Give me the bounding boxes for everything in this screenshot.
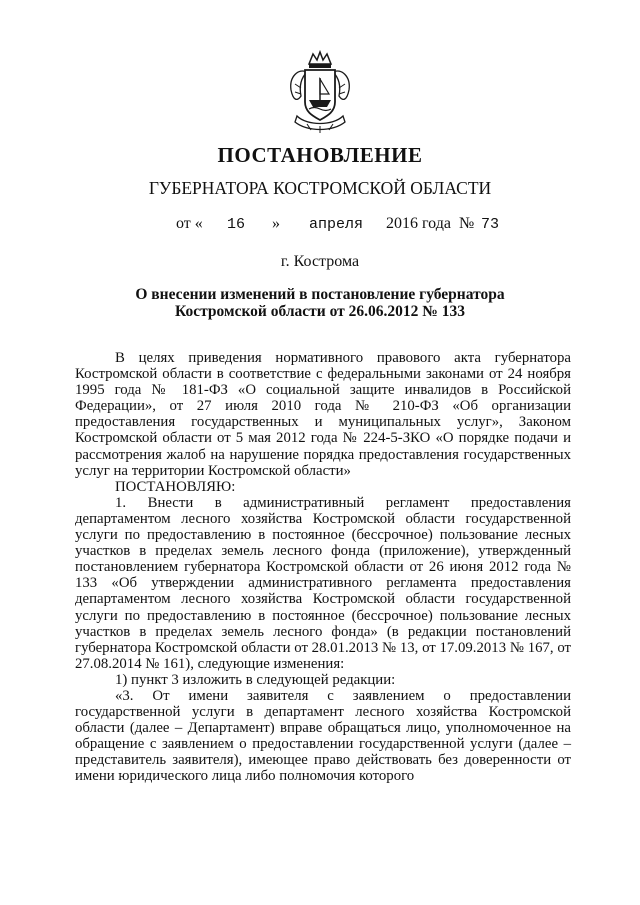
heading-line-1: О внесении изменений в постановление губернатора	[135, 286, 505, 303]
document-number: 73	[481, 216, 500, 233]
date-month: апреля	[309, 216, 364, 233]
preamble-paragraph: В целях приведения нормативного правового акта губернатора Костромской области в соответствие с федеральными законами от 24 ноября 1995 года № 181-ФЗ «О социальной защите инвалидов в Российской Федерации», от 27 июля 2010 года № 210-ФЗ «Об организации предоставления государственных и муниципальных услуг», Законом Костромской области от 5 мая 2012 года № 224-5-ЗКО «О порядке подачи и рассмотрения жалоб на нарушение порядка предоставления государственных услуг на территории Костромской области»	[75, 350, 571, 479]
quoted-point-3-paragraph: «3. От имени заявителя с заявлением о предоставлении государственной услуги в департамент лесного хозяйства Костромской области (далее – Департамент) вправе обращаться лицо, уполномоченное на обращение с заявлением о предоставлении государственной услуги (далее – представитель заявителя), имеющее право действовать без доверенности от имени юридического лица либо полномочия которого	[75, 687, 571, 785]
subitem-1-paragraph: 1) пункт 3 изложить в следующей редакции:	[115, 671, 396, 688]
decree-word: ПОСТАНОВЛЯЮ:	[115, 478, 236, 495]
document-heading	[0, 286, 640, 320]
date-line	[0, 215, 640, 237]
date-prefix: от «	[176, 215, 203, 232]
date-day: 16	[227, 216, 246, 233]
city: г. Кострома	[280, 253, 360, 270]
coat-of-arms-icon	[287, 50, 353, 134]
document-body	[75, 350, 571, 785]
heading-line-2: Костромской области от 26.06.2012 № 133	[175, 303, 465, 320]
number-sign: №	[459, 215, 475, 232]
item-1-paragraph: 1. Внести в административный регламент предоставления департаментом лесного хозяйства Костромской области государственной услуги по предоставлению в постоянное (бессрочное) пользование лесных участков в пределах земель лесного фонда (приложение), утвержденный постановлением губернатора Костромской области от 26 июня 2012 года № 133 «Об утверждении административного регламента предоставления департаментом лесного хозяйства Костромской области государственной услуги по предоставлению в постоянное (бессрочное) пользование лесных участков в пределах земель лесного фонда» (в редакции постановлений губернатора Костромской области от 28.01.2013 № 13, от 17.09.2013 № 167, от 27.08.2014 № 161), следующие изменения:	[75, 494, 571, 672]
document-title: ПОСТАНОВЛЕНИЕ	[217, 143, 423, 167]
date-close-quote: »	[272, 215, 280, 232]
document-issuer: ГУБЕРНАТОРА КОСТРОМСКОЙ ОБЛАСТИ	[148, 178, 492, 198]
date-year: 2016 года	[386, 215, 451, 232]
